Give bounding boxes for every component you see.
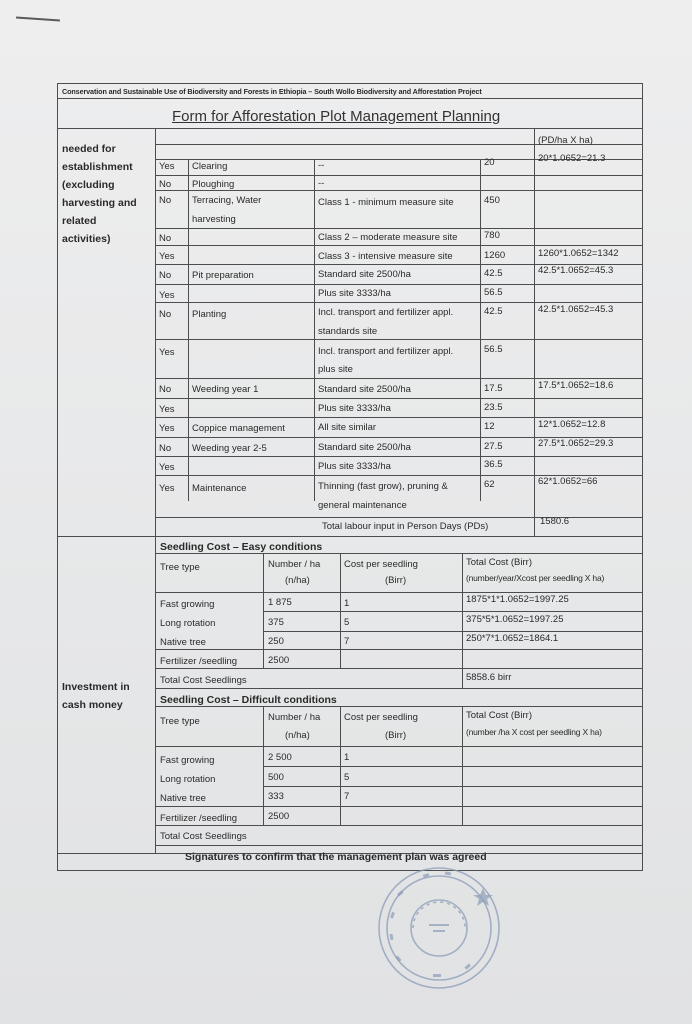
row-planting-plus-condition-1: Incl. transport and fertilizer appl.	[318, 346, 454, 357]
difficult-col-total-1: Total Cost (Birr)	[466, 710, 532, 721]
pd-column-header: (PD/ha X ha)	[538, 135, 593, 146]
easy-col-number-2: (n/ha)	[285, 575, 310, 586]
row-weeding1-activity: Weeding year 1	[192, 384, 259, 395]
easy-row-fertilizer-tree: Fertilizer /seedling	[160, 656, 238, 667]
row-maintenance-calc: 62*1.0652=66	[538, 476, 598, 487]
easy-row-long-tree: Long rotation	[160, 618, 216, 629]
form-title: Form for Afforestation Plot Management Planning	[172, 108, 501, 125]
row-weeding1-plus-pd: 23.5	[484, 402, 503, 413]
row-class2-pd: 780	[484, 230, 500, 241]
row-clearing-calc: 20*1.0652=21.3	[538, 153, 606, 164]
row-coppice-activity: Coppice management	[192, 423, 285, 434]
row-coppice-yn: Yes	[159, 423, 175, 434]
row-planting-calc: 42.5*1.0652=45.3	[538, 304, 614, 315]
labour-section-label-5: related	[62, 215, 97, 227]
investment-label-1: Investment in	[62, 681, 130, 693]
row-ploughing-yn: No	[159, 179, 172, 190]
easy-row-long-total: 375*5*1.0652=1997.25	[466, 614, 564, 625]
difficult-total-label: Total Cost Seedlings	[160, 831, 247, 842]
difficult-row-fertilizer-tree: Fertilizer /seedling	[160, 813, 238, 824]
row-coppice-condition: All site similar	[318, 422, 377, 433]
row-planting-yn: No	[159, 309, 172, 320]
difficult-row-fast-cost: 1	[344, 752, 350, 763]
difficult-heading: Seedling Cost – Difficult conditions	[160, 694, 337, 706]
row-pit-plus-condition: Plus site 3333/ha	[318, 288, 391, 299]
easy-col-total-1: Total Cost (Birr)	[466, 557, 532, 568]
row-weeding1-plus-yn: Yes	[159, 404, 175, 415]
difficult-row-native-cost: 7	[344, 791, 350, 802]
difficult-col-number-2: (n/ha)	[285, 730, 310, 741]
easy-row-long-number: 375	[268, 617, 284, 628]
investment-label-2: cash money	[62, 699, 123, 711]
row-maintenance-activity: Maintenance	[192, 483, 247, 494]
easy-col-cost-1: Cost per seedling	[344, 559, 418, 570]
easy-row-native-total: 250*7*1.0652=1864.1	[466, 633, 559, 644]
easy-total-label: Total Cost Seedlings	[160, 675, 247, 686]
difficult-row-fast-number: 2 500	[268, 752, 292, 763]
row-maintenance-condition-1: Thinning (fast grow), pruning &	[318, 481, 448, 492]
row-planting-pd: 42.5	[484, 306, 503, 317]
easy-row-fast-number: 1 875	[268, 597, 292, 608]
row-weeding25-plus-pd: 36.5	[484, 459, 503, 470]
row-planting-plus-yn: Yes	[159, 347, 175, 358]
easy-row-native-cost: 7	[344, 636, 350, 647]
row-planting-plus-condition-2: plus site	[318, 364, 353, 375]
difficult-col-tree: Tree type	[160, 716, 200, 727]
row-weeding25-activity: Weeding year 2-5	[192, 443, 267, 454]
row-pit-calc: 42.5*1.0652=45.3	[538, 265, 614, 276]
row-weeding25-condition: Standard site 2500/ha	[318, 442, 411, 453]
row-planting-plus-pd: 56.5	[484, 344, 503, 355]
row-pit-condition: Standard site 2500/ha	[318, 269, 411, 280]
difficult-row-fast-tree: Fast growing	[160, 755, 215, 766]
row-weeding25-calc: 27.5*1.0652=29.3	[538, 438, 614, 449]
row-maintenance-pd: 62	[484, 479, 495, 490]
difficult-row-long-tree: Long rotation	[160, 774, 216, 785]
easy-col-number-1: Number / ha	[268, 559, 321, 570]
row-weeding1-pd: 17.5	[484, 383, 503, 394]
row-clearing-pd: 20	[484, 157, 495, 168]
easy-row-fast-cost: 1	[344, 598, 350, 609]
row-ploughing-activity: Ploughing	[192, 179, 235, 190]
difficult-row-native-tree: Native tree	[160, 793, 206, 804]
row-class3-yn: Yes	[159, 251, 175, 262]
row-pit-yn: No	[159, 270, 172, 281]
row-planting-condition-1: Incl. transport and fertilizer appl.	[318, 307, 454, 318]
row-coppice-calc: 12*1.0652=12.8	[538, 419, 606, 430]
labour-section-label-2: establishment	[62, 161, 133, 173]
row-weeding25-plus-condition: Plus site 3333/ha	[318, 461, 391, 472]
easy-row-native-number: 250	[268, 636, 284, 647]
difficult-row-fertilizer-number: 2500	[268, 811, 290, 822]
row-planting-activity: Planting	[192, 309, 227, 320]
row-weeding25-plus-yn: Yes	[159, 462, 175, 473]
easy-heading: Seedling Cost – Easy conditions	[160, 541, 323, 553]
row-weeding1-calc: 17.5*1.0652=18.6	[538, 380, 614, 391]
row-terracing-condition: Class 1 - minimum measure site	[318, 197, 454, 208]
row-pit-plus-yn: Yes	[159, 290, 175, 301]
row-pit-pd: 42.5	[484, 268, 503, 279]
row-terracing-activity-1: Terracing, Water	[192, 195, 262, 206]
row-pit-activity: Pit preparation	[192, 270, 254, 281]
easy-row-native-tree: Native tree	[160, 637, 206, 648]
difficult-col-number-1: Number / ha	[268, 712, 321, 723]
row-weeding1-plus-condition: Plus site 3333/ha	[318, 403, 391, 414]
difficult-col-cost-2: (Birr)	[385, 730, 407, 741]
row-coppice-pd: 12	[484, 421, 495, 432]
row-class2-condition: Class 2 – moderate measure site	[318, 232, 458, 243]
total-labour-value: 1580.6	[540, 516, 570, 527]
row-clearing-condition: --	[318, 160, 325, 171]
difficult-col-cost-1: Cost per seedling	[344, 712, 418, 723]
labour-section-label-1: needed for	[62, 143, 116, 155]
row-maintenance-yn: Yes	[159, 483, 175, 494]
row-clearing-activity: Clearing	[192, 161, 228, 172]
easy-row-fertilizer-number: 2500	[268, 655, 290, 666]
easy-row-fast-tree: Fast growing	[160, 599, 215, 610]
difficult-row-long-number: 500	[268, 772, 284, 783]
row-weeding25-yn: No	[159, 443, 172, 454]
row-terracing-yn: No	[159, 195, 172, 206]
labour-section-label-6: activities)	[62, 233, 111, 245]
row-terracing-pd: 450	[484, 195, 500, 206]
easy-row-long-cost: 5	[344, 617, 350, 628]
easy-col-tree: Tree type	[160, 562, 200, 573]
difficult-row-long-cost: 5	[344, 772, 350, 783]
difficult-row-native-number: 333	[268, 791, 284, 802]
row-class2-yn: No	[159, 233, 172, 244]
row-maintenance-condition-2: general maintenance	[318, 500, 407, 511]
row-pit-plus-pd: 56.5	[484, 287, 503, 298]
easy-total-value: 5858.6 birr	[466, 672, 512, 683]
official-stamp-icon	[373, 862, 505, 994]
row-class3-pd: 1260	[484, 250, 506, 261]
pen-mark	[16, 16, 60, 21]
row-clearing-yn: Yes	[159, 161, 175, 172]
signatures-label: Signatures to confirm that the management plan was agreed	[185, 851, 487, 863]
row-weeding1-yn: No	[159, 384, 172, 395]
easy-col-cost-2: (Birr)	[385, 575, 407, 586]
difficult-col-total-2: (number /ha X cost per seedling X ha)	[466, 727, 602, 737]
total-labour-label: Total labour input in Person Days (PDs)	[322, 521, 489, 532]
row-class3-condition: Class 3 - intensive measure site	[318, 251, 453, 262]
row-planting-condition-2: standards site	[318, 326, 378, 337]
row-class3-calc: 1260*1.0652=1342	[538, 248, 619, 259]
row-weeding1-condition: Standard site 2500/ha	[318, 384, 411, 395]
row-ploughing-condition: --	[318, 178, 325, 189]
easy-row-fast-total: 1875*1*1.0652=1997.25	[466, 594, 569, 605]
row-weeding25-pd: 27.5	[484, 441, 503, 452]
easy-col-total-2: (number/year/Xcost per seedling X ha)	[466, 573, 605, 583]
row-terracing-activity-2: harvesting	[192, 214, 236, 225]
labour-section-label-4: harvesting and	[62, 197, 137, 209]
labour-section-label-3: (excluding	[62, 179, 115, 191]
project-header: Conservation and Sustainable Use of Biodiversity and Forests in Ethiopia – South Wollo Biodiversity and Afforestation Project	[62, 87, 482, 96]
